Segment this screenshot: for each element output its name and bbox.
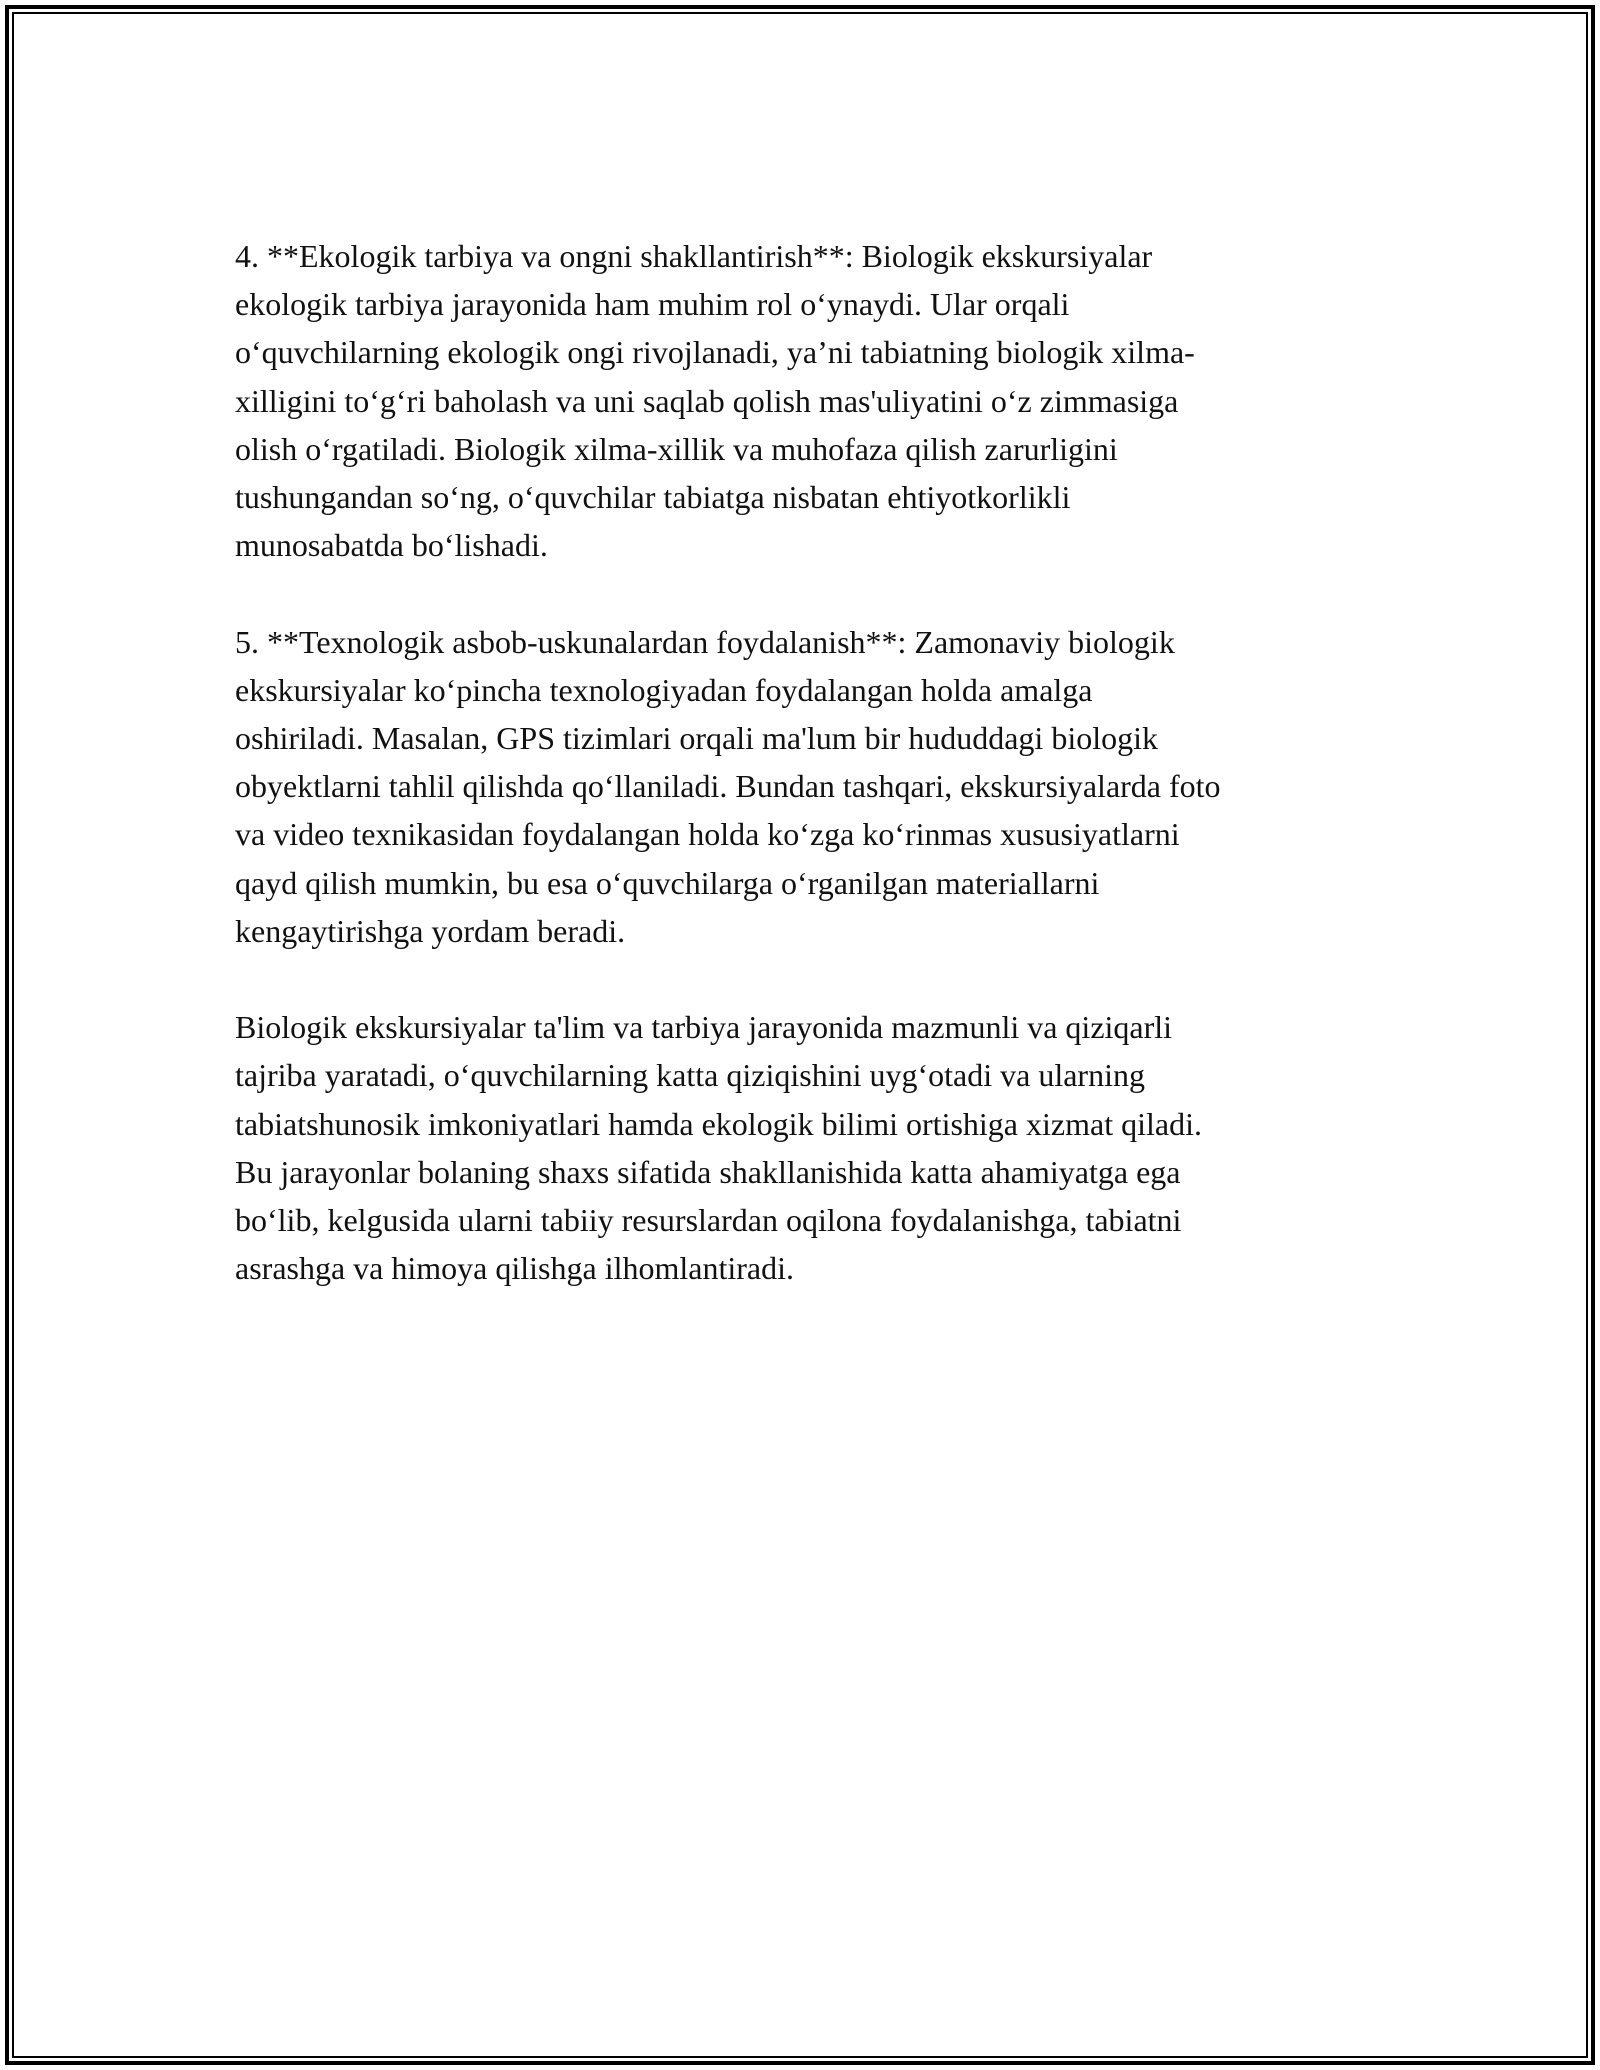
text-line: tajriba yaratadi, o‘quvchilarning katta qiziqishini uyg‘otadi va ularning (235, 1057, 1145, 1094)
text-line: Bu jarayonlar bolaning shaxs sifatida shakllanishida katta ahamiyatga ega (235, 1153, 1181, 1190)
paragraph-conclusion (235, 1003, 1380, 1292)
text-line: va video texnikasidan foydalangan holda ko‘zga ko‘rinmas xususiyatlarni (235, 816, 1180, 853)
text-line: tabiatshunosik imkoniyatlari hamda ekologik bilimi ortishiga xizmat qiladi. (235, 1105, 1202, 1142)
text-line: ekskursiyalar ko‘pincha texnologiyadan foydalangan holda amalga (235, 671, 1093, 708)
text-line: xilligini to‘g‘ri baholash va uni saqlab qolish mas'uliyatini o‘z zimmasiga (235, 382, 1179, 419)
text-line: kengaytirishga yordam beradi. (235, 912, 626, 949)
text-line: o‘quvchilarning ekologik ongi rivojlanadi, ya’ni tabiatning biologik xilma- (235, 334, 1195, 371)
text-line: ekologik tarbiya jarayonida ham muhim rol o‘ynaydi. Ular orqali (235, 286, 1070, 323)
text-line: munosabatda bo‘lishadi. (235, 527, 548, 564)
text-line: bo‘lib, kelgusida ularni tabiiy resurslardan oqilona foydalanishga, tabiatni (235, 1202, 1182, 1239)
text-line: olish o‘rgatiladi. Biologik xilma-xillik va muhofaza qilish zarurligini (235, 430, 1118, 467)
text-line: tushungandan so‘ng, o‘quvchilar tabiatga nisbatan ehtiyotkorlikli (235, 479, 1071, 516)
text-line: qayd qilish mumkin, bu esa o‘quvchilarga o‘rganilgan materiallarni (235, 864, 1100, 901)
text-line: Biologik ekskursiyalar ta'lim va tarbiya jarayonida mazmunli va qiziqarli (235, 1009, 1173, 1046)
paragraph-ecological-education (235, 232, 1380, 569)
text-line: asrashga va himoya qilishga ilhomlantiradi. (235, 1250, 794, 1287)
text-line: 5. **Texnologik asbob-uskunalardan foydalanish**: Zamonaviy biologik (235, 623, 1175, 660)
text-line: 4. **Ekologik tarbiya va ongni shakllantirish**: Biologik ekskursiyalar (235, 238, 1153, 274)
document-body (235, 232, 1380, 1341)
text-line: oshiriladi. Masalan, GPS tizimlari orqali ma'lum bir hududdagi biologik (235, 720, 1158, 757)
paragraph-technological-tools (235, 618, 1380, 955)
text-line: obyektlarni tahlil qilishda qo‘llaniladi. Bundan tashqari, ekskursiyalarda foto (235, 768, 1221, 805)
